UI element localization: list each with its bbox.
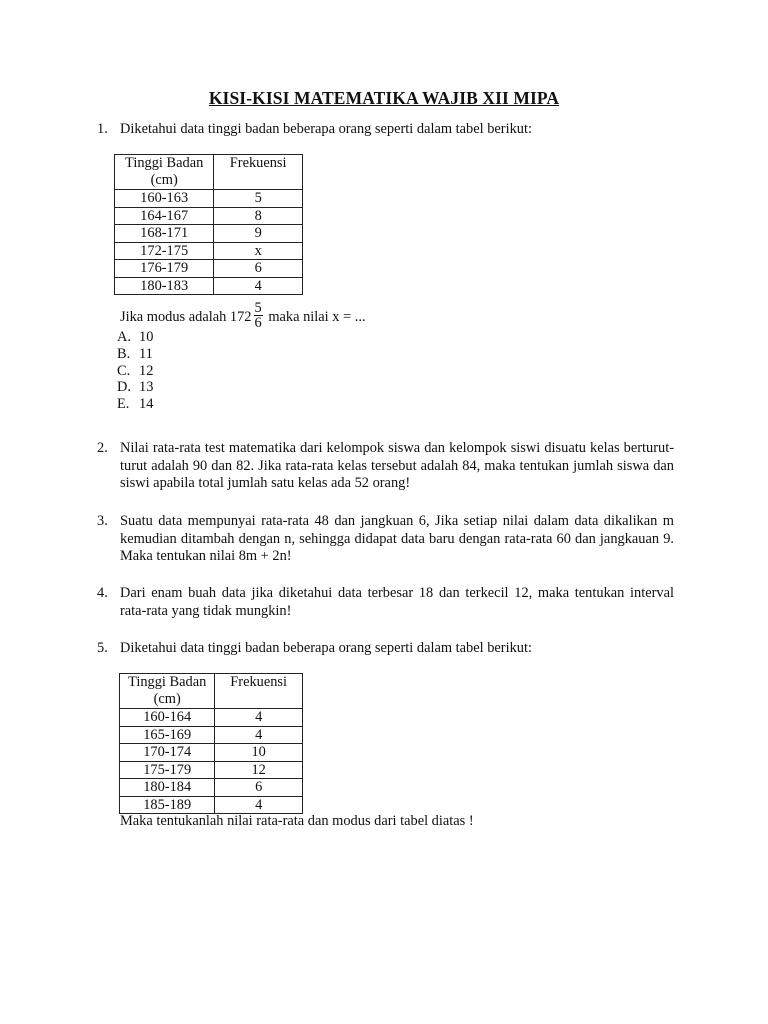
table-cell-frequency: 6 [214,260,303,278]
question-text: Nilai rata-rata test matematika dari kelompok siswa dan kelompok siswi disuatu kelas berturut-turut adalah 90 dan 82. Jika rata-rata kelas tersebut adalah 84, maka tentukan jumlah siswa dan siswi apabila total jumlah satu kelas ada 52 orang! [120,440,674,491]
table-cell-range: 164-167 [115,207,214,225]
mode-fraction [254,301,263,330]
table-cell-frequency: 10 [215,744,303,762]
question-2 [97,440,674,493]
option-value: 10 [139,329,154,345]
option-value: 11 [139,345,153,362]
option-letter: C. [117,362,131,379]
answer-option [117,329,153,346]
mode-suffix: maka nilai x = ... [268,308,366,325]
answer-option [117,346,153,363]
table-row [115,190,303,208]
table-header-height: Tinggi Badan (cm) [115,155,214,190]
table-cell-frequency: x [214,242,303,260]
table-header-frequency: Frekuensi [214,155,303,190]
table-cell-range: 160-164 [120,709,215,727]
table-cell-range: 165-169 [120,726,215,744]
table-cell-frequency: 4 [215,726,303,744]
question-4 [97,585,674,620]
question-1 [97,121,674,139]
height-frequency-table-1 [114,154,303,295]
question-number: 5. [97,640,108,656]
table-cell-range: 175-179 [120,761,215,779]
table-row [115,260,303,278]
table-cell-frequency: 6 [215,779,303,797]
answer-options [117,329,153,413]
option-value: 12 [139,362,154,379]
option-letter: A. [117,329,131,345]
table-cell-frequency: 9 [214,225,303,243]
table-cell-frequency: 12 [215,761,303,779]
option-letter: D. [117,379,131,396]
table-cell-range: 170-174 [120,744,215,762]
table-cell-range: 160-163 [115,190,214,208]
table-row [115,207,303,225]
table-row [120,761,303,779]
table-cell-range: 180-183 [115,277,214,295]
question-number: 1. [97,121,108,137]
option-letter: E. [117,396,130,413]
table-row [115,242,303,260]
table-cell-range: 176-179 [115,260,214,278]
question-5 [97,640,674,658]
table-cell-frequency: 5 [214,190,303,208]
table-row [120,796,303,814]
table-cell-range: 168-171 [115,225,214,243]
table-row [115,225,303,243]
mode-prefix: Jika modus adalah 172 [120,308,252,325]
question-number: 3. [97,513,108,529]
answer-option [117,396,153,413]
table-row [120,709,303,727]
option-letter: B. [117,345,131,362]
table-row [115,277,303,295]
table-row [120,744,303,762]
question-number: 4. [97,585,108,601]
table-row [120,726,303,744]
question-5-closing: Maka tentukanlah nilai rata-rata dan modus dari tabel diatas ! [120,813,474,829]
table-header-row [115,155,303,190]
document-title: KISI-KISI MATEMATIKA WAJIB XII MIPA [208,88,560,108]
height-frequency-table-2 [119,673,303,814]
table-header-height: Tinggi Badan (cm) [120,674,215,709]
answer-option [117,363,153,380]
table-header-row [120,674,303,709]
option-value: 13 [139,379,154,396]
mode-statement [120,300,366,332]
table-header-frequency: Frekuensi [215,674,303,709]
table-cell-frequency: 4 [214,277,303,295]
table-cell-range: 172-175 [115,242,214,260]
table-cell-frequency: 4 [215,796,303,814]
question-text: Diketahui data tinggi badan beberapa orang seperti dalam tabel berikut: [120,640,532,656]
fraction-numerator: 5 [254,300,262,316]
table-cell-frequency: 4 [215,709,303,727]
table-cell-frequency: 8 [214,207,303,225]
fraction-denominator: 6 [254,315,262,331]
question-3 [97,513,674,566]
table-cell-range: 185-189 [120,796,215,814]
answer-option [117,379,153,396]
table-row [120,779,303,797]
question-text: Diketahui data tinggi badan beberapa orang seperti dalam tabel berikut: [120,121,532,137]
question-text: Suatu data mempunyai rata-rata 48 dan jangkuan 6, Jika setiap nilai dalam data dikalikan m kemudian ditambah dengan n, sehingga didapat data baru dengan rata-rata 60 dan jangkauan 9. Maka tentukan nilai 8m + 2n! [120,513,674,564]
option-value: 14 [139,396,154,413]
table-cell-range: 180-184 [120,779,215,797]
question-number: 2. [97,440,108,456]
question-text: Dari enam buah data jika diketahui data terbesar 18 dan terkecil 12, maka tentukan interval rata-rata yang tidak mungkin! [120,585,674,619]
